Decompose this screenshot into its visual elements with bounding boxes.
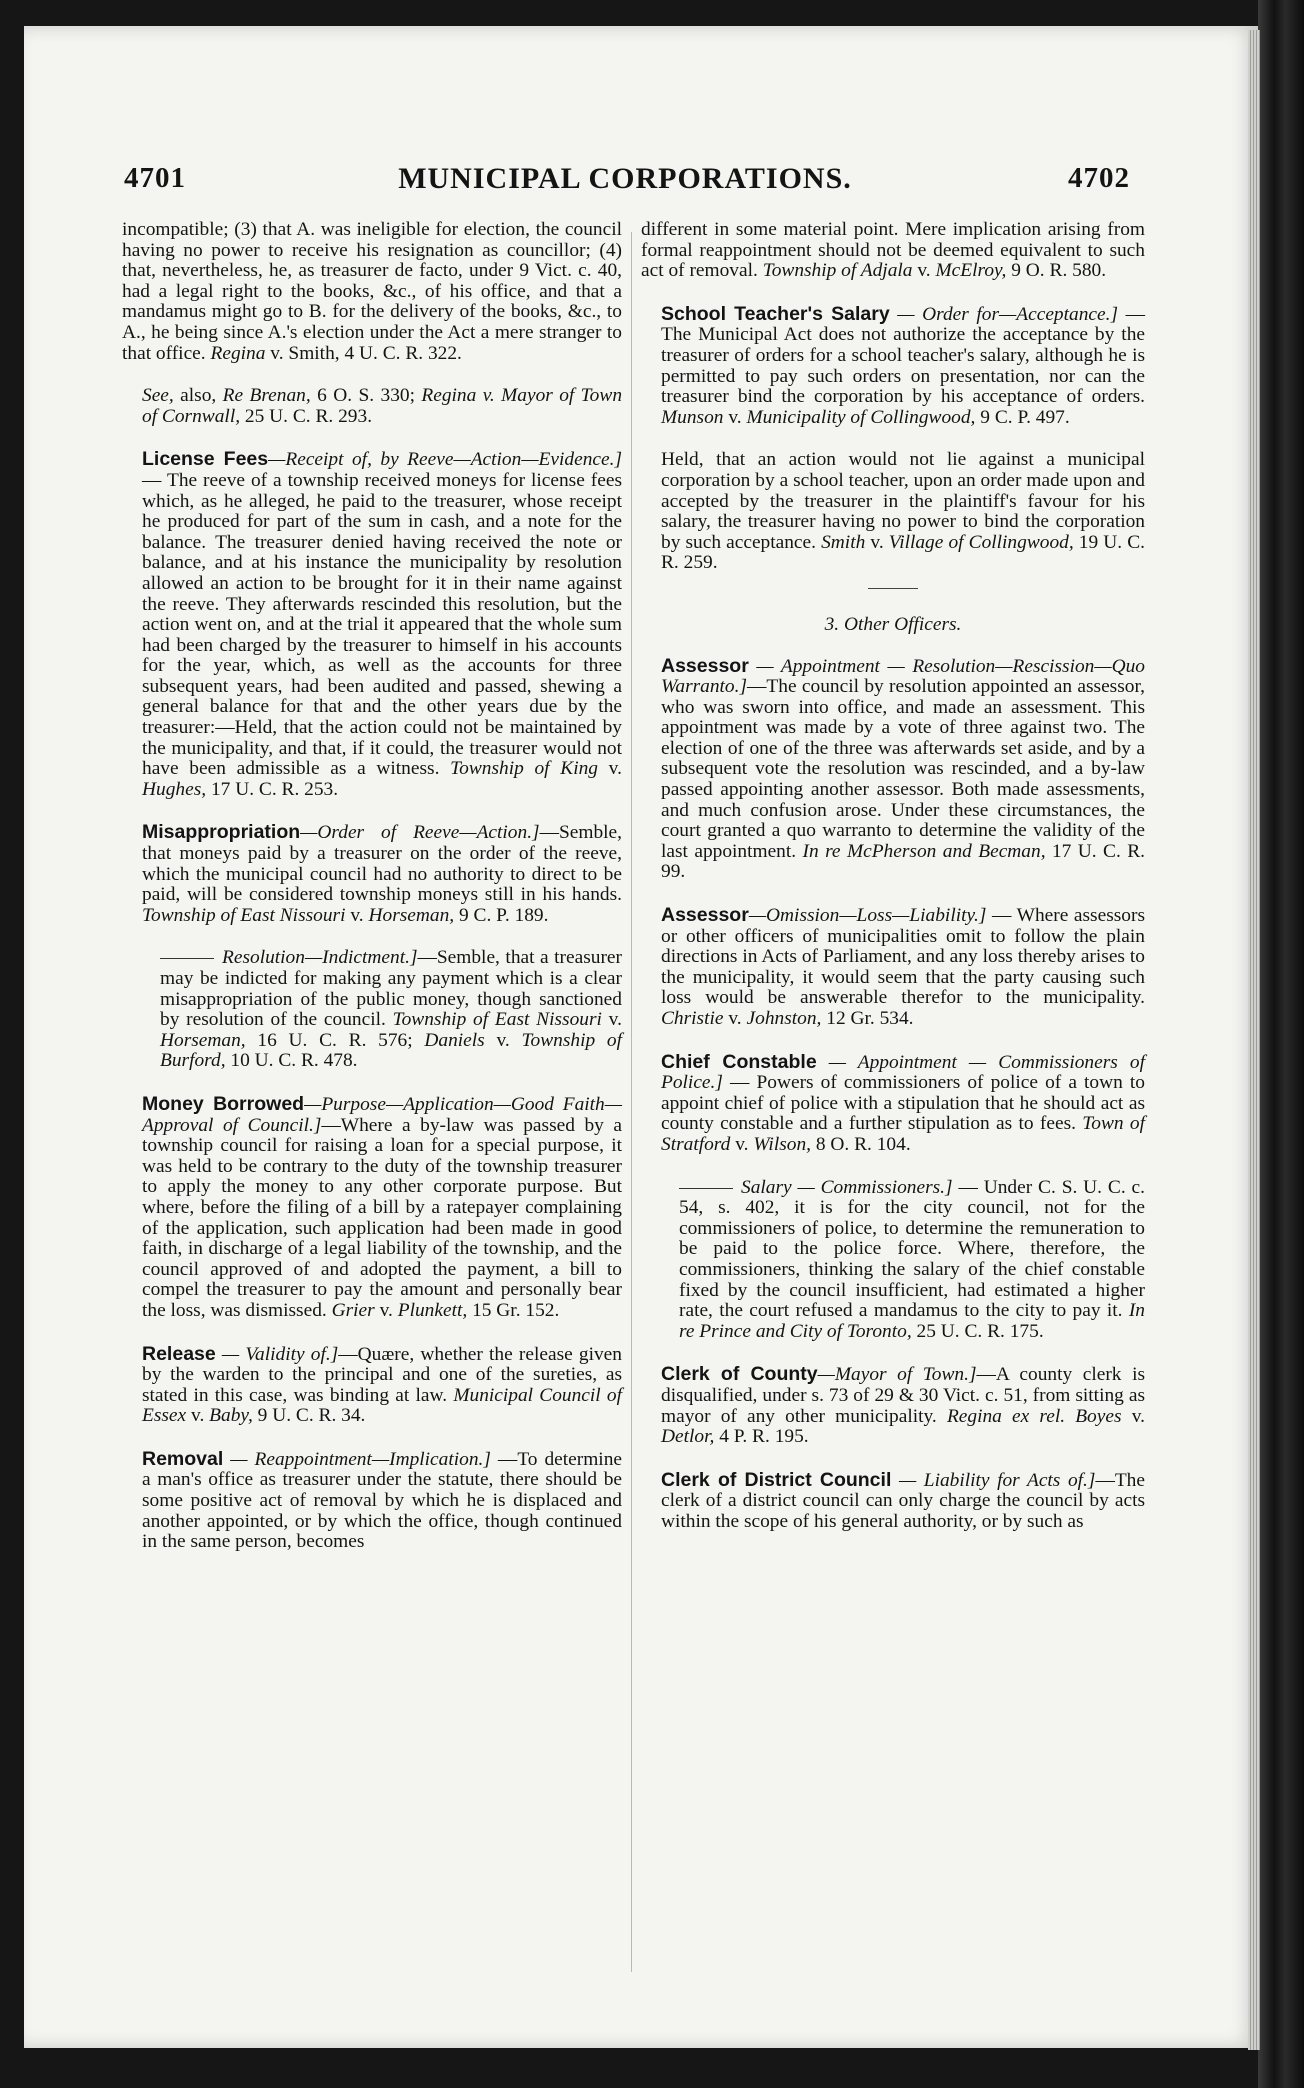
case-name: McElroy, [935,260,1007,282]
page-edge [1248,30,1260,2050]
citation: 4 P. R. 195. [719,1426,809,1448]
entry-text: —The clerk of a district council can only charge the council by acts within the scope of his general authority, or by such as [661,1469,1145,1532]
see-label: See, [142,385,174,407]
case-name: Horseman, [368,904,455,926]
case-name: Township of East Nissouri [392,1009,602,1031]
versus: v. [608,1009,622,1031]
citation: 25 U. C. R. 293. [244,405,373,427]
subheading: Salary — Commissioners.] [741,1176,953,1198]
dash-rule [679,1188,733,1189]
entry-text: —Semble, that moneys paid by a treasurer on the order of the reeve, which the municipal council had no authority to direct to be paid, will be considered township moneys still in his hands. [142,822,622,906]
case-name: Township of Adjala [762,260,913,282]
see-also-text: also, [180,385,217,407]
headword: Release [142,1342,216,1365]
entry-text: — Powers of commissioners of police of a town to appoint chief of police with a stipulation that he should act as county constable and a further stipulation as to fees. [661,1072,1145,1135]
case-name: Detlor, [661,1426,715,1448]
citation: 9 O. R. 580. [1011,260,1107,282]
case-name: In re Prince and City of Toronto, [679,1300,1145,1342]
citation: 9 C. P. 189. [459,904,549,926]
case-name: Municipal Council of Essex [142,1384,622,1427]
entry-money-borrowed [122,1094,622,1322]
versus: v. [735,1133,749,1155]
entry-chief-constable [641,1052,1145,1156]
book-spine [1258,0,1304,2088]
headword: Removal [142,1447,224,1470]
versus: v. [496,1029,510,1051]
citation: 9 U. C. R. 34. [257,1405,366,1427]
case-name: Township of Burford, [160,1029,622,1072]
subheading: — Appointment — Resolution—Rescission—Quo Warranto.] [661,655,1145,698]
citation: 10 U. C. R. 478. [230,1050,358,1072]
case-name: Town of Stratford [661,1113,1145,1155]
citation: 17 U. C. R. 99. [661,840,1145,883]
entry-held-paragraph [641,450,1145,589]
subheading: — Validity of.] [221,1343,339,1365]
entry-text: —Quære, whether the release given by the warden to the principal and one of the sureties, as stated in this case, was binding at law. [142,1343,622,1406]
left-column [122,220,622,1575]
dash-rule [160,958,214,959]
citation: v. Smith, 4 U. C. R. 322. [270,342,462,364]
case-name: Re Brenan, [222,385,311,407]
case-name: Township of King [450,758,598,780]
entry-assessor-omission [641,905,1145,1030]
entry-text: — The reeve of a township received moneys for license fees which, as he alleged, he paid to the treasurer, whose receipt he produced for part of the sum in cash, and a note for the balance. The treasurer denied having received the note or balance, and at his instance the municipality by resolution allowed an action to be brought for it in their name against the reeve. They afterwards rescinded this resolution, but the action went on, and at the trial it appeared that the whole sum had been charged by the treasurer to himself in his accounts for the year, which, as well as the accounts for three subsequent years, had been audited and passed, shewing a general balance for that and the other years due by the treasurer:—Held, that the action could not be maintained by the municipality, and that, if it could, the treasurer would not have been admissible as a witness. [142,469,622,780]
case-name: Wilson, [753,1133,811,1155]
case-name: Johnston, [746,1008,822,1029]
entry-clerk-of-district-council [641,1470,1145,1533]
versus: v. [728,1008,742,1029]
entry-misappropriation [122,822,622,926]
case-name: Daniels [424,1029,485,1051]
versus: v. [379,1299,393,1321]
section-title: 3. Other Officers. [824,613,962,635]
running-title: MUNICIPAL CORPORATIONS. [398,162,852,195]
citation: 19 U. C. R. 259. [661,531,1146,574]
case-name: Plunkett, [397,1299,468,1321]
case-name: Grier [331,1299,375,1321]
versus: v. [870,531,884,553]
citation: 6 O. S. 330; [317,385,415,407]
citation: 16 U. C. R. 576; [257,1029,413,1051]
citation: 15 Gr. 152. [472,1299,560,1321]
entry-text: — The Municipal Act does not authorize the acceptance by the treasurer of orders for a school teacher's salary, although he is permitted to pay such orders on presentation, nor can the treasurer bind the corporation by his acceptance of orders. [661,303,1145,408]
subheading: — Order for—Acceptance.] [897,303,1119,325]
entry-text: —Where a by-law was passed by a township council for raising a loan for a special purpose, it was held to be contrary to the duty of the township treasurer to apply the money to any other corporate purpose. But where, before the filing of a bill by a ratepayer complaining of the application, such application had been made in good faith, in discharge of a legal liability of the township, and the council approved of and adopted the payment, a bill to compel the treasurer to pay the amount and personally bear the loss, was dismissed. [142,1114,622,1321]
page-header [120,162,1130,206]
entry-text: —A county clerk is disqualified, under s. 73 of 29 & 30 Vict. c. 51, from sitting as mayor of any other municipality. [661,1364,1146,1427]
continuation-paragraph [641,220,1145,282]
entry-text: —The council by resolution appointed an assessor, who was sworn into office, and made an assessment. This appointment was made by a vote of three against two. The election of one of the three was afterwards set aside, and by a subsequent vote the resolution was rescinded, and a by-law passed appointing another assessor. Both made assessments, and much confusion arose. Under these circumstances, the court granted a quo warranto to determine the validity of the last appointment. [661,676,1145,862]
entry-salary-commissioners [641,1178,1145,1343]
page-number-right: 4702 [1068,162,1130,194]
versus: v. [191,1405,205,1427]
continuation-text: incompatible; (3) that A. was ineligible for election, the council having no power to receive his resignation as councillor; (4) that, nevertheless, he, as treasurer de facto, under 9 Vict. c. 40, had a legal right to the books, &c., of his office, and that a mandamus might go to B. for the delivery of the books, &c., to A., he being since A.'s election under the Act a mere stranger to that office. [122,219,622,364]
see-also-paragraph [122,386,622,427]
headword: Assessor [661,654,749,677]
citation: 9 C. P. 497. [980,406,1070,428]
section-rule [868,588,918,589]
versus: v. [917,260,931,282]
headword: License Fees [142,448,269,471]
entry-text: — Where assessors or other officers of municipalities omit to follow the plain directions in Acts of Parliament, and any loss thereby arises to the municipality, it would seem that the party causing such loss would be answerable therefor to the municipality. [661,905,1145,1009]
case-name: Christie [661,1008,724,1029]
citation: 25 U. C. R. 175. [916,1320,1044,1342]
case-name: Munson [661,406,724,428]
headword: School Teacher's Salary [661,302,890,325]
entry-text: —Semble, that a treasurer may be indicted for making any payment which is a clear misappropriation of the public money, though sanctioned by resolution of the council. [160,947,622,1031]
continuation-text: different in some material point. Mere implication arising from formal reappointment should not be deemed equivalent to such act of removal. [641,219,1145,282]
headword: Assessor [661,904,749,927]
case-name: Horseman, [160,1029,246,1051]
entry-release [122,1344,622,1427]
headword: Clerk of District Council [661,1468,892,1491]
case-name: Village of Collingwood, [888,531,1074,553]
case-name: Regina [210,342,266,364]
versus: v. [728,406,742,428]
headword: Misappropriation [142,821,301,844]
subheading: — Liability for Acts of.] [898,1469,1096,1491]
continuation-paragraph [122,220,622,364]
subheading: —Purpose—Application—Good Faith—Approval of Council.] [142,1093,622,1136]
right-column [641,220,1145,1554]
case-name: Baby, [209,1405,253,1427]
entry-text: Held, that an action would not lie against a municipal corporation by a school teacher, upon an order made upon and accepted by the treasurer in the plaintiff's favour for his salary, the treasurer having no power to bind the corporation by such acceptance. [661,449,1145,553]
entry-school-teacher-salary [641,304,1145,429]
subheading: —Omission—Loss—Liability.] [748,905,987,927]
subheading: —Order of Reeve—Action.] [300,822,540,844]
case-name: Smith [821,531,866,553]
versus: v. [608,758,622,780]
subheading: Resolution—Indictment.] [222,947,418,969]
entry-text: —To determine a man's office as treasurer under the statute, there should be some positive act of removal by which he is displaced and another appointed, or by which the office, though continued in the same person, becomes [142,1448,622,1553]
entry-resolution-indictment [122,948,622,1072]
page-number-left: 4701 [124,162,186,194]
case-name: In re McPherson and Becman, [802,840,1046,862]
entry-clerk-of-county [641,1364,1145,1447]
subheading: — Reappointment—Implication.] [230,1448,491,1470]
case-name: Regina ex rel. Boyes [946,1405,1122,1427]
subheading: —Mayor of Town.] [817,1364,977,1386]
versus: v. [350,904,364,926]
column-divider [631,232,632,1972]
entry-assessor-appointment [641,656,1145,884]
headword: Money Borrowed [142,1092,305,1115]
subheading: — Appointment — Commissioners of Police.] [661,1051,1145,1094]
citation: 12 Gr. 534. [826,1008,914,1029]
entry-removal [122,1449,622,1553]
headword: Chief Constable [661,1050,817,1073]
case-name: Township of East Nissouri [142,904,346,926]
citation: 17 U. C. R. 253. [210,778,339,800]
versus: v. [1131,1405,1145,1427]
case-name: Hughes, [142,778,207,800]
case-name: Regina v. Mayor of Town of Cornwall, [142,385,623,427]
subheading: —Receipt of, by Reeve—Action—Evidence.] [268,449,622,471]
citation: 8 O. R. 104. [815,1133,911,1155]
entry-text: — Under C. S. U. C. c. 54, s. 402, it is for the city council, not for the commissioners of police, to determine the remuneration to be paid to the police force. Where, therefore, the commissioners, thinking the salary of the chief constable fixed by the council insufficient, had estimated a higher rate, the court refused a mandamus to the city to pay it. [679,1176,1145,1322]
case-name: Municipality of Collingwood, [746,406,976,428]
entry-license-fees [122,449,622,800]
headword: Clerk of County [661,1363,818,1386]
